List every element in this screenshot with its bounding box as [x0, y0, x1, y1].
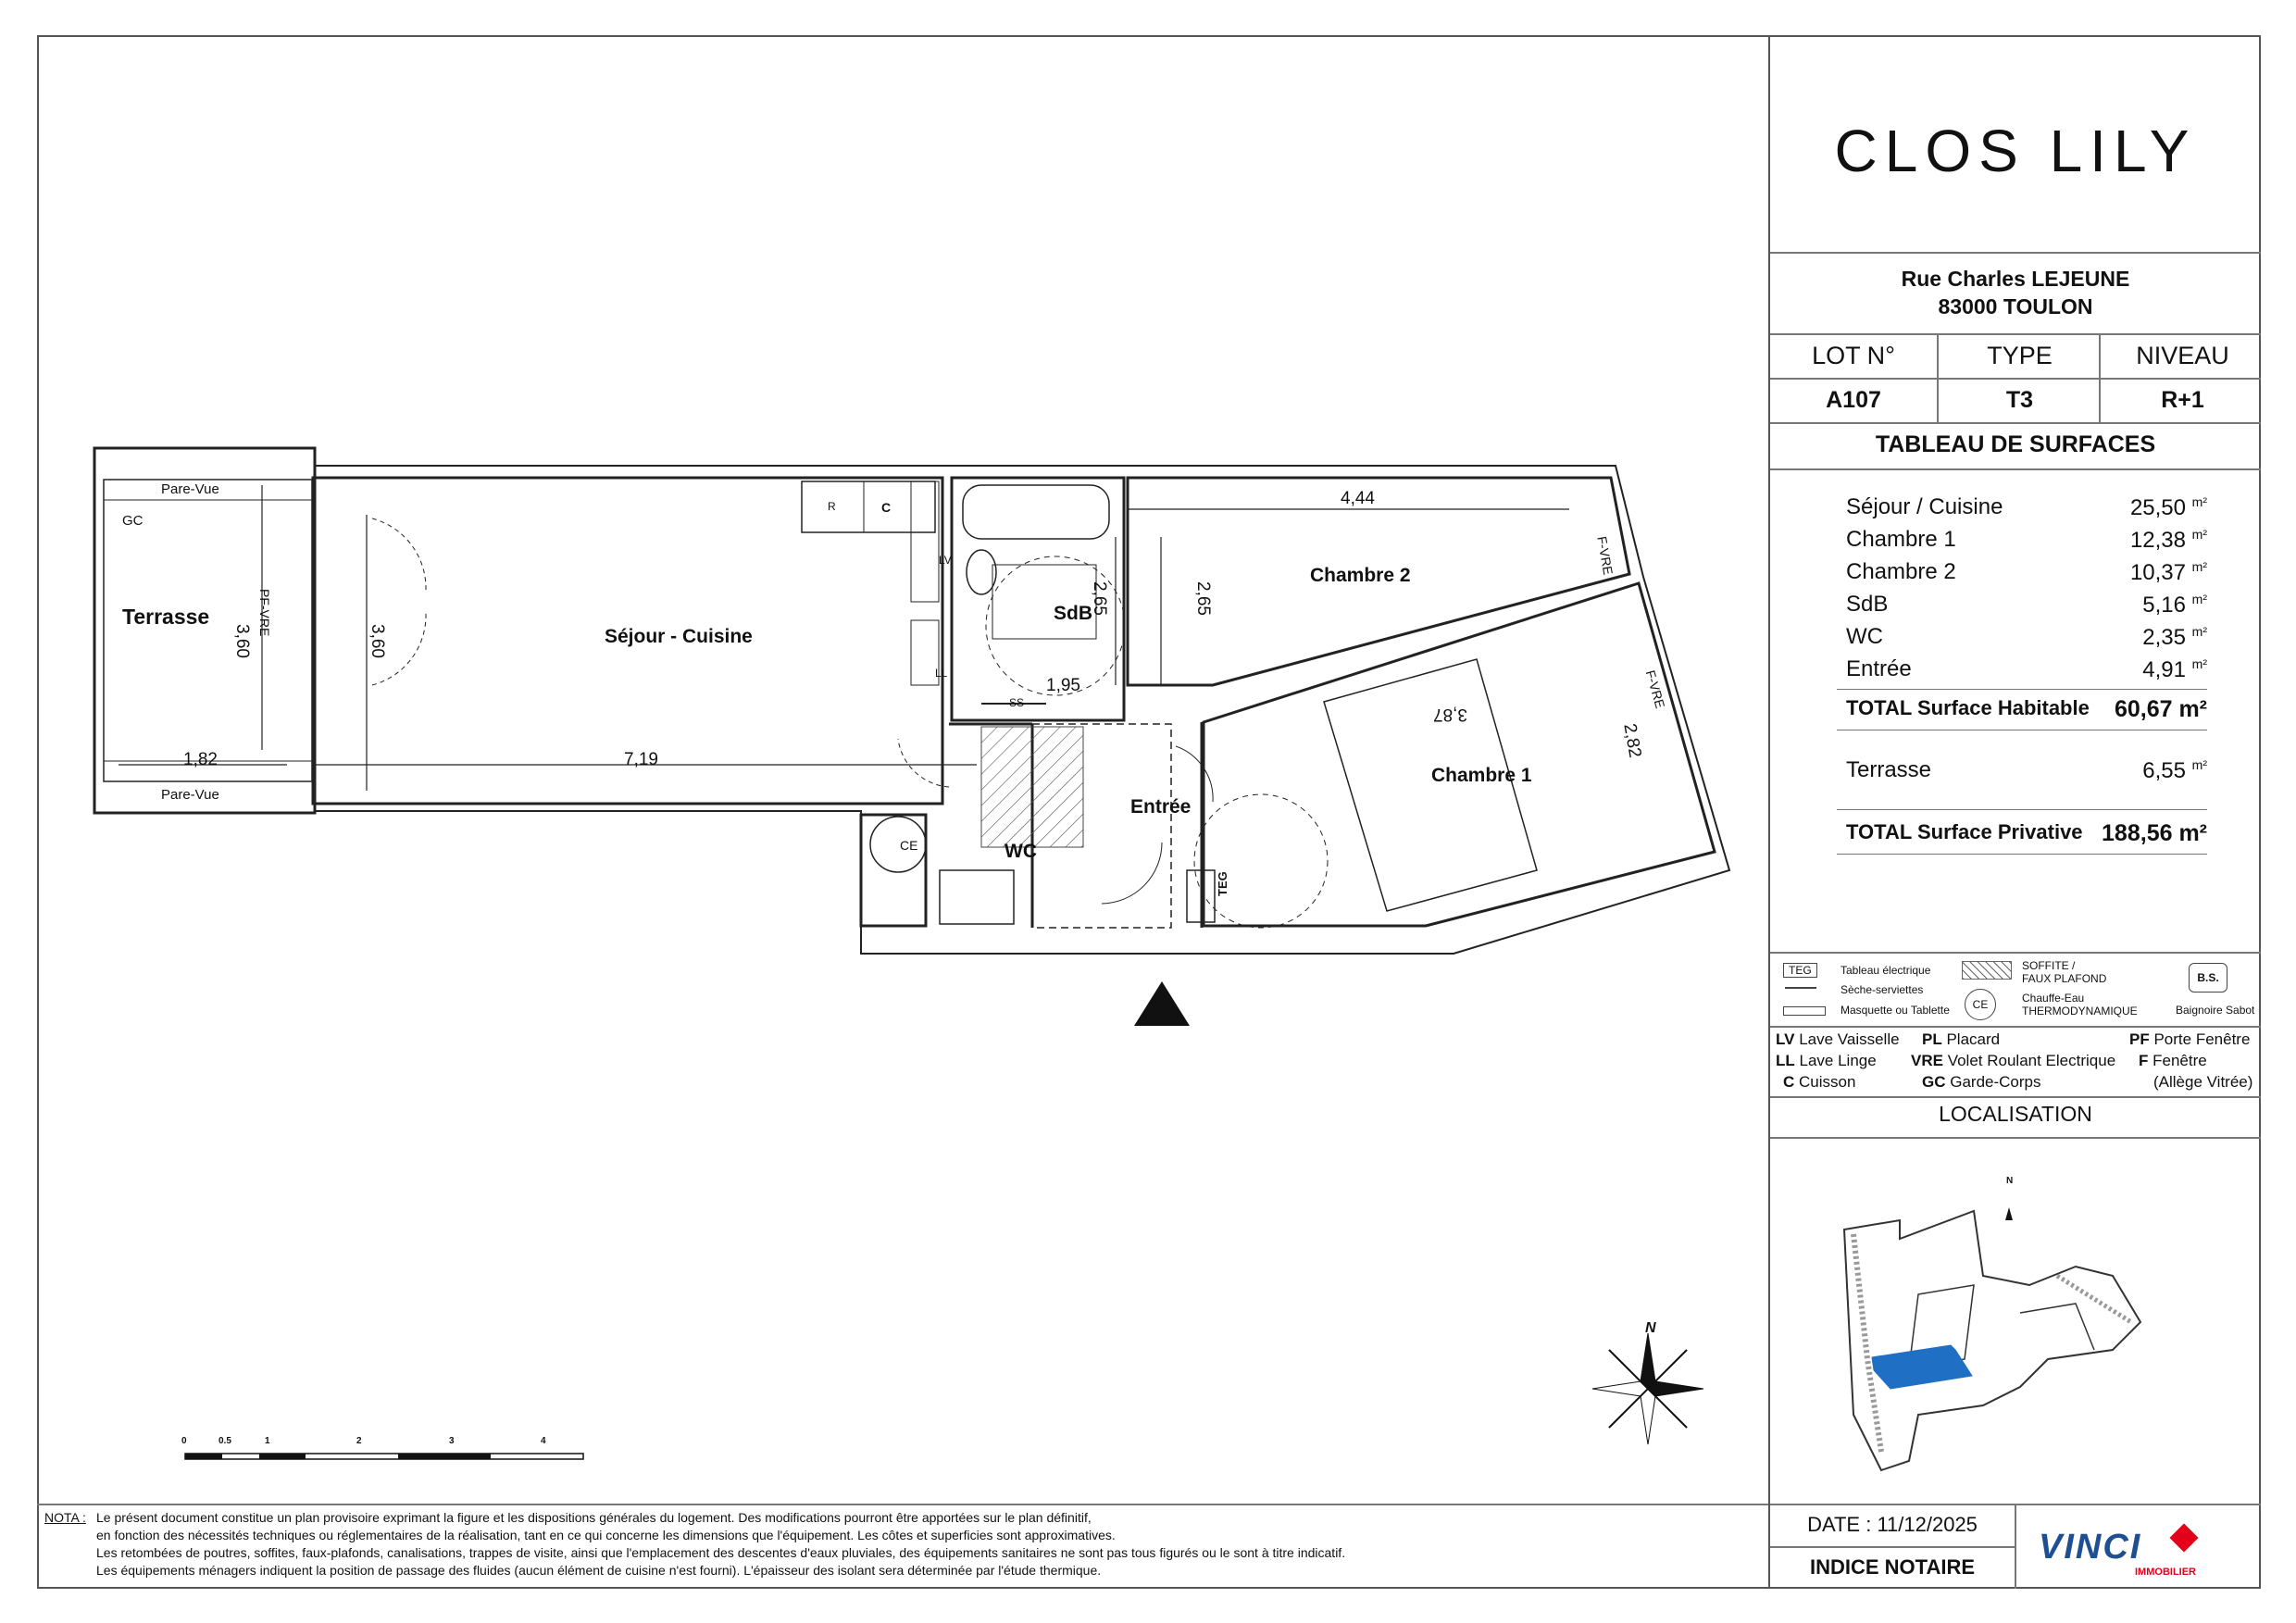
title-block: [1768, 35, 2261, 1589]
ce-label: CE: [900, 838, 918, 853]
scale-tick: 4: [541, 1436, 546, 1446]
dim-ch1-w: 3,87: [1433, 705, 1467, 724]
localisation-title: LOCALISATION: [1939, 1102, 2092, 1126]
terrasse-row: Terrasse 6,55 $^{m^2}$: [1846, 757, 2207, 783]
project-address-line1: Rue Charles LEJEUNE: [1901, 267, 2130, 291]
room-label-entree: Entrée: [1130, 796, 1192, 818]
abbr-pf: PF Porte Fenêtre: [2129, 1030, 2251, 1048]
dim-ch1-h: 2,82: [1619, 722, 1645, 760]
r-label: R: [828, 500, 836, 513]
c-label: C: [881, 500, 892, 515]
nota-line: Le présent document constitue un plan provisoire exprimant la figure et les dispositions générales du logement. Des modifications pourront être apportées sur le plan définitif,: [96, 1510, 1092, 1525]
room-label-chambre1: Chambre 1: [1431, 765, 1532, 786]
dim-sdb-h: 2,65: [1090, 581, 1109, 616]
abbr-vre: VRE Volet Roulant Electrique: [1911, 1052, 2116, 1069]
nota-line: Les équipements ménagers indiquent la position de passage des fluides (aucun élément de cuisine n'est fourni). L'épaisseur des isolant sera déterminée par l'étude thermique.: [96, 1563, 1102, 1578]
localisation-north-label: N: [2006, 1176, 2014, 1186]
scale-tick: 1: [265, 1436, 270, 1446]
abbr-lv: LV Lave Vaisselle: [1776, 1030, 1900, 1048]
type-header: TYPE: [1937, 333, 2101, 378]
bs-legend-icon: B.S.: [2189, 963, 2227, 993]
abbr-allege: (Allège Vitrée): [2153, 1073, 2253, 1091]
nota-line: Les retombées de poutres, soffites, faux-plafonds, canalisations, trappes de visite, ainsi que l'emplacement des descentes d'eaux pluviales, des équipements sanitaires ne sont pas tous figurés ou le sont à titre indicatif.: [96, 1545, 1346, 1560]
soffite-icon: [1962, 961, 2012, 980]
surface-row: Séjour / Cuisine 25,50 $^{m^2}$: [1846, 494, 2207, 520]
date-block: [1770, 1504, 2016, 1589]
lot-value: A107: [1826, 386, 1881, 413]
room-label-chambre2: Chambre 2: [1310, 565, 1411, 586]
lot-header: LOT N°: [1812, 341, 1895, 369]
brand-logo-mark: [2169, 1523, 2198, 1552]
pf-vre-label: PF-VRE: [257, 589, 272, 637]
seche-serviettes-icon: [1785, 987, 1816, 994]
nota-line: en fonction des nécessités techniques ou réglementaires de la réalisation, tant en ce qui concerne les dimensions que l'équipement. Les côtes et superficies sont approximatives.: [96, 1528, 1116, 1542]
date-text: DATE : 11/12/2025: [1807, 1513, 1978, 1536]
dim-sejour-w: 7,19: [624, 750, 658, 769]
compass-north-label: N: [1645, 1320, 1656, 1336]
lv-label: LV: [939, 554, 952, 567]
gc-label: GC: [122, 513, 144, 529]
project-address-line2: 83000 TOULON: [1938, 294, 2093, 318]
localisation-map: [1835, 1174, 2224, 1517]
scale-tick: 0.5: [218, 1436, 231, 1446]
surface-row: WC 2,35 $^{m^2}$: [1846, 624, 2207, 650]
bs-legend-text: Baignoire Sabot: [2176, 1004, 2255, 1017]
scale-tick: 0: [181, 1436, 187, 1446]
niveau-header: NIVEAU: [2099, 333, 2265, 378]
dim-terrasse-h: 3,60: [232, 624, 252, 658]
room-label-sdb: SdB: [1054, 603, 1092, 624]
ce-legend-text: Chauffe-Eau THERMODYNAMIQUE: [2022, 992, 2138, 1017]
room-label-terrasse: Terrasse: [122, 605, 210, 629]
scale-tick: 2: [356, 1436, 362, 1446]
soffite-legend-text: SOFFITE / FAUX PLAFOND: [2022, 959, 2107, 985]
lot-value-row: [1770, 378, 2261, 422]
masquette-icon: [1783, 1006, 1826, 1016]
project-title: CLOS LILY: [1834, 118, 2197, 184]
scale-tick: 3: [449, 1436, 455, 1446]
masquette-legend-text: Masquette ou Tablette: [1841, 1004, 1950, 1017]
niveau-value: R+1: [2099, 378, 2265, 422]
indice-text: INDICE NOTAIRE: [1809, 1555, 1976, 1579]
soffite-hatch: [981, 727, 1083, 847]
scale-bar: [185, 1454, 583, 1459]
nota-label: NOTA :: [44, 1510, 86, 1525]
brand-logo-subtext: IMMOBILIER: [2135, 1567, 2196, 1578]
surface-row: SdB 5,16 $^{m^2}$: [1846, 592, 2207, 618]
abbr-pl: PL Placard: [1922, 1030, 2001, 1048]
surface-row: Chambre 2 10,37 $^{m^2}$: [1846, 559, 2207, 585]
surface-row: Chambre 1 12,38 $^{m^2}$: [1846, 527, 2207, 553]
surfaces-title: TABLEAU DE SURFACES: [1875, 431, 2156, 457]
dim-ch2-w: 4,44: [1341, 489, 1375, 508]
abbr-gc: GC Garde-Corps: [1922, 1073, 2041, 1091]
brand-logo-text: VINCI: [2039, 1528, 2142, 1567]
room-label-sejour: Séjour - Cuisine: [605, 626, 753, 647]
teg-legend-code: TEG: [1783, 963, 1817, 978]
teg-label: TEG: [1216, 871, 1229, 896]
ce-legend-icon: CE: [1965, 989, 1996, 1020]
abbr-ll: LL Lave Linge: [1776, 1052, 1877, 1069]
total-habitable-row: TOTAL Surface Habitable 60,67 m²: [1846, 696, 2207, 722]
abbr-c: C Cuisson: [1783, 1073, 1856, 1091]
type-value: T3: [1937, 378, 2101, 422]
total-privative-row: TOTAL Surface Privative 188,56 m²: [1846, 820, 2207, 846]
lot-header-row: [1770, 333, 2261, 378]
dim-sejour-h: 3,60: [368, 624, 387, 658]
dim-ch2-h: 2,65: [1193, 581, 1213, 616]
ll-label: LL: [935, 667, 948, 680]
pare-vue-top-label: Pare-Vue: [161, 481, 219, 497]
compass-rose: [1592, 1333, 1703, 1444]
abbr-f: F Fenêtre: [2139, 1052, 2207, 1069]
lot-highlight: [1872, 1345, 1972, 1389]
room-label-wc: WC: [1004, 841, 1037, 862]
surface-row: Entrée 4,91 $^{m^2}$: [1846, 656, 2207, 682]
dim-terrasse-w: 1,82: [183, 750, 218, 769]
nota-divider: [37, 1504, 1768, 1505]
pare-vue-bottom-label: Pare-Vue: [161, 787, 219, 803]
teg-legend-text: Tableau électrique: [1841, 964, 1931, 977]
f-vre-label-2: F-VRE: [1642, 668, 1668, 710]
dim-sdb-w: 1,95: [1046, 676, 1080, 695]
f-vre-label-1: F-VRE: [1594, 535, 1616, 577]
seche-legend-text: Sèche-serviettes: [1841, 983, 1924, 996]
ss-label: SS: [1009, 696, 1025, 709]
entrance-arrow: [1134, 981, 1190, 1026]
